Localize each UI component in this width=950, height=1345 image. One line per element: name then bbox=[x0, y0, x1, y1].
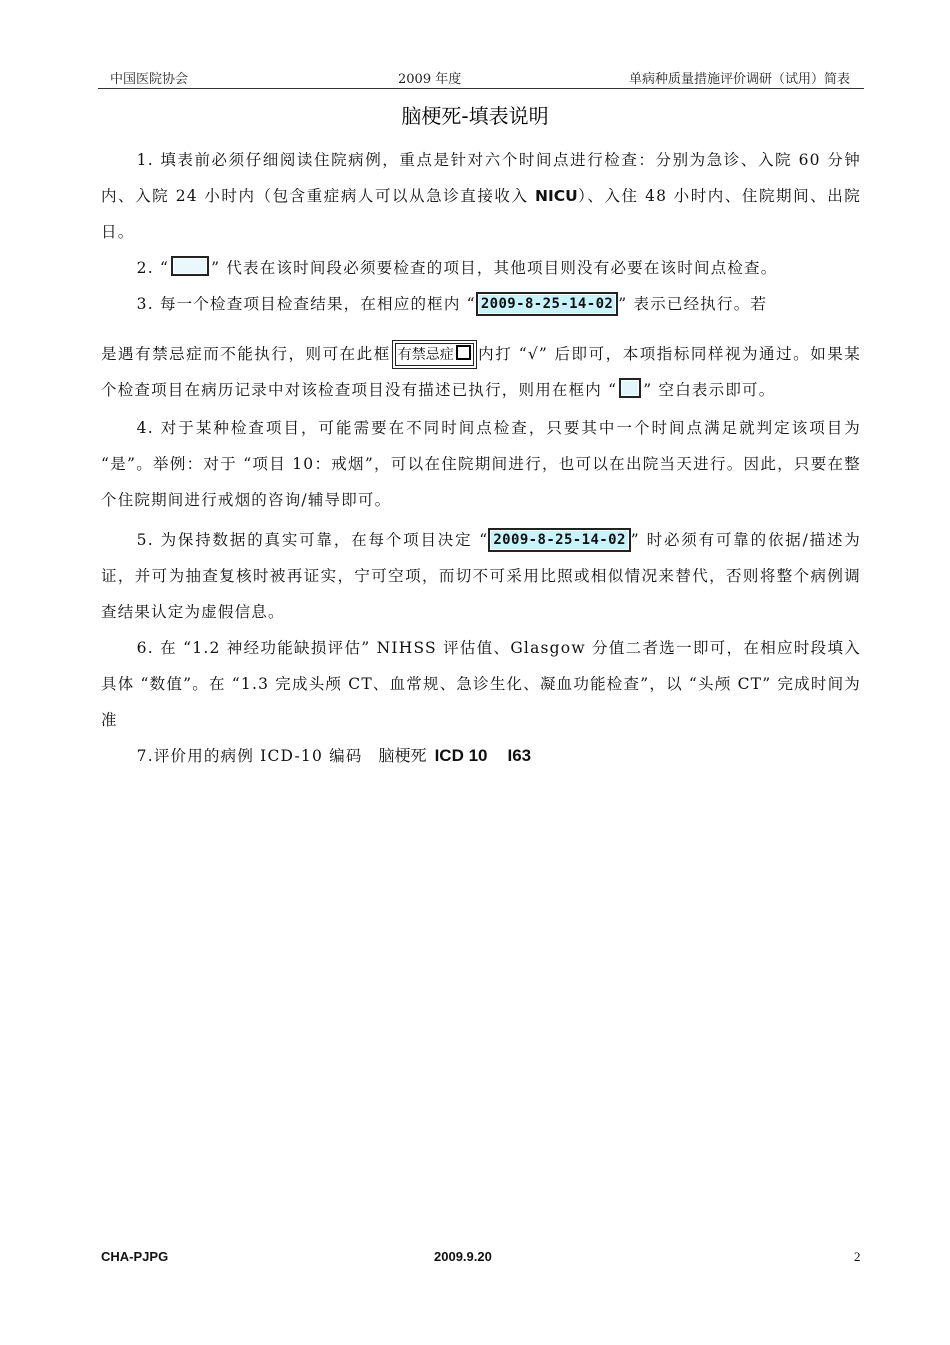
instruction-3-line2b: 内打 “√” 后即可，本项指标同样视为通过。如果某个检查项目在病历记录中对该检查项目没有描述已执行，则用在框内 “ bbox=[101, 345, 861, 399]
disease-name: 脑梗死 bbox=[378, 746, 427, 765]
instruction-2 bbox=[101, 250, 861, 286]
header-organization: 中国医院协会 bbox=[110, 72, 189, 87]
contraindication-box bbox=[395, 343, 474, 366]
date-box-sample-2: 2009-8-25-14-02 bbox=[488, 528, 630, 552]
required-box-sample bbox=[171, 256, 209, 276]
instructions-body bbox=[101, 142, 861, 774]
page-header bbox=[98, 66, 864, 89]
header-year: 2009 年度 bbox=[398, 72, 462, 87]
instruction-2-prefix: 2. “ bbox=[136, 259, 170, 277]
icd-label: ICD 10 bbox=[434, 746, 488, 765]
instruction-6: 6. 在 “1.2 神经功能缺损评估” NIHSS 评估值、Glasgow 分值二者选一即可，在相应时段填入具体 “数值”。在 “1.3 完成头颅 CT、血常规、急诊生化、凝血功能检查”，以 “头颅 CT” 完成时间为准 bbox=[101, 639, 861, 729]
checkbox-square-icon bbox=[456, 345, 471, 360]
instruction-7 bbox=[101, 738, 861, 774]
instruction-3-line2c: ” 空白表示即可。 bbox=[643, 381, 776, 399]
instruction-2-suffix: ” 代表在该时间段必须要检查的项目，其他项目则没有必要在该时间点检查。 bbox=[211, 259, 778, 277]
footer-org-code: CHA-PJPG bbox=[101, 1249, 169, 1264]
instruction-3-prefix: 3. 每一个检查项目检查结果，在相应的框内 “ bbox=[136, 295, 476, 313]
instruction-3-mid: ” 表示已经执行。若 bbox=[618, 295, 768, 313]
page-title: 脑梗死-填表说明 bbox=[401, 104, 549, 128]
blank-box-sample bbox=[619, 378, 641, 398]
contraindication-label: 有禁忌症 bbox=[397, 347, 454, 363]
instruction-7-text: 7.评价用的病例 ICD-10 编码 bbox=[136, 747, 363, 765]
instruction-3-line2a: 是遇有禁忌症而不能执行，则可在此框 bbox=[101, 345, 391, 363]
instruction-1-text-a: 1. 填表前必须仔细阅读住院病例，重点是针对六个时间点进行检查：分别为急诊、入院 60 分钟内、入院 24 小时内（包含重症病人可以从急诊直接收入 bbox=[101, 151, 861, 205]
instruction-1-text-b: ）、入住 48 小时内、住院期间、出院日。 bbox=[101, 187, 861, 241]
instruction-5 bbox=[101, 522, 861, 630]
nicu-label: NICU bbox=[535, 187, 578, 205]
footer-date: 2009.9.20 bbox=[434, 1249, 492, 1264]
date-box-sample: 2009-8-25-14-02 bbox=[476, 292, 618, 316]
instruction-5-suffix: ” 时必须有可靠的依据/描述为证，并可为抽查复核时被再证实，宁可空项，而切不可采用比照或相似情况来替代，否则将整个病例调查结果认定为虚假信息。 bbox=[101, 531, 861, 621]
instruction-5-prefix: 5. 为保持数据的真实可靠，在每个项目决定 “ bbox=[136, 531, 489, 549]
instruction-3 bbox=[101, 286, 861, 408]
instruction-1 bbox=[101, 142, 861, 250]
header-form-name: 单病种质量措施评价调研（试用）简表 bbox=[628, 72, 850, 87]
instruction-4: 4. 对于某种检查项目，可能需要在不同时间点检查，只要其中一个时间点满足就判定该项目为 “是”。举例：对于 “项目 10：戒烟”，可以在住院期间进行，也可以在出院当天进行。因此，只要在整个住院期间进行戒烟的咨询/辅导即可。 bbox=[101, 419, 861, 509]
page-number: 2 bbox=[854, 1249, 861, 1264]
icd-code: I63 bbox=[507, 746, 532, 765]
